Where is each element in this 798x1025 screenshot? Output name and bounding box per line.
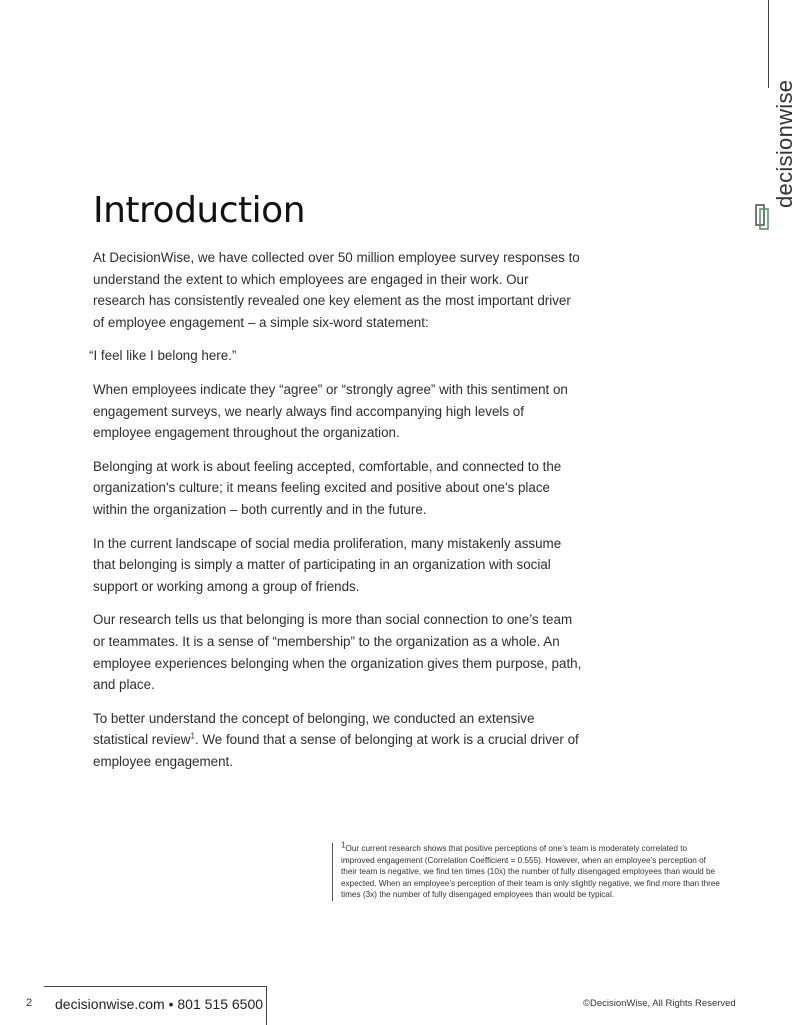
paragraph: At DecisionWise, we have collected over 50 million employee survey responses to understand the extent to which employees are engaged in their work. Our research has consistently revealed one key element as the most important driver of employee engagement – a simple six-word statement:	[93, 250, 580, 330]
quote: “I feel like I belong here.”	[89, 348, 237, 364]
paragraph: When employees indicate they “agree” or “strongly agree” with this sentiment on engagement surveys, we nearly always find accompanying high levels of employee engagement throughout the organization.	[93, 381, 568, 441]
footer-contact: decisionwise.com • 801 515 6500	[55, 996, 264, 1012]
footnote	[332, 840, 721, 901]
paragraph: In the current landscape of social media proliferation, many mistakenly assume that belonging is simply a matter of participating in an organization with social support or working among a group of friends.	[93, 535, 562, 594]
paragraph-with-footnote	[93, 708, 583, 773]
page-title: Introduction	[93, 190, 306, 231]
brand-mark	[752, 79, 797, 234]
side-rule	[768, 0, 769, 88]
paragraph-text: . We found that a sense of belonging at work is a crucial driver of employee engagement.	[93, 732, 579, 769]
page-number: 2	[26, 997, 33, 1009]
logo-icon	[755, 204, 769, 230]
copyright: ©DecisionWise, All Rights Reserved	[583, 998, 736, 1009]
brand-name: decisionwise	[772, 79, 797, 208]
footer-contact-box	[44, 986, 267, 1025]
paragraph: Our research tells us that belonging is more than social connection to one’s team or teammates. It is a sense of “membership” to the organization as a whole. An employee experiences belonging when the organization gives them purpose, path, and place.	[93, 612, 582, 693]
paragraph-text: To better understand the concept of belonging, we conducted an extensive statistical review	[93, 710, 535, 748]
footnote-marker: 1	[341, 840, 346, 850]
body-text	[89, 247, 583, 784]
paragraph: Belonging at work is about feeling accepted, comfortable, and connected to the organization's culture; it means feeling excited and positive about one's place within the organization – both currently and in the future.	[93, 458, 562, 517]
footnote-ref: 1	[190, 731, 195, 741]
footnote-text: Our current research shows that positive perceptions of one’s team is moderately correlated to improved engagement (Correlation Coefficient = 0.555). However, when an employee’s perception of their team is negative, we find ten times (10x) the number of fully disengaged employees than would be expected. When an employee’s perception of their team is only slightly negative, we find more than three times (3x) the number of fully disengaged employees than would be typical.	[341, 844, 720, 900]
